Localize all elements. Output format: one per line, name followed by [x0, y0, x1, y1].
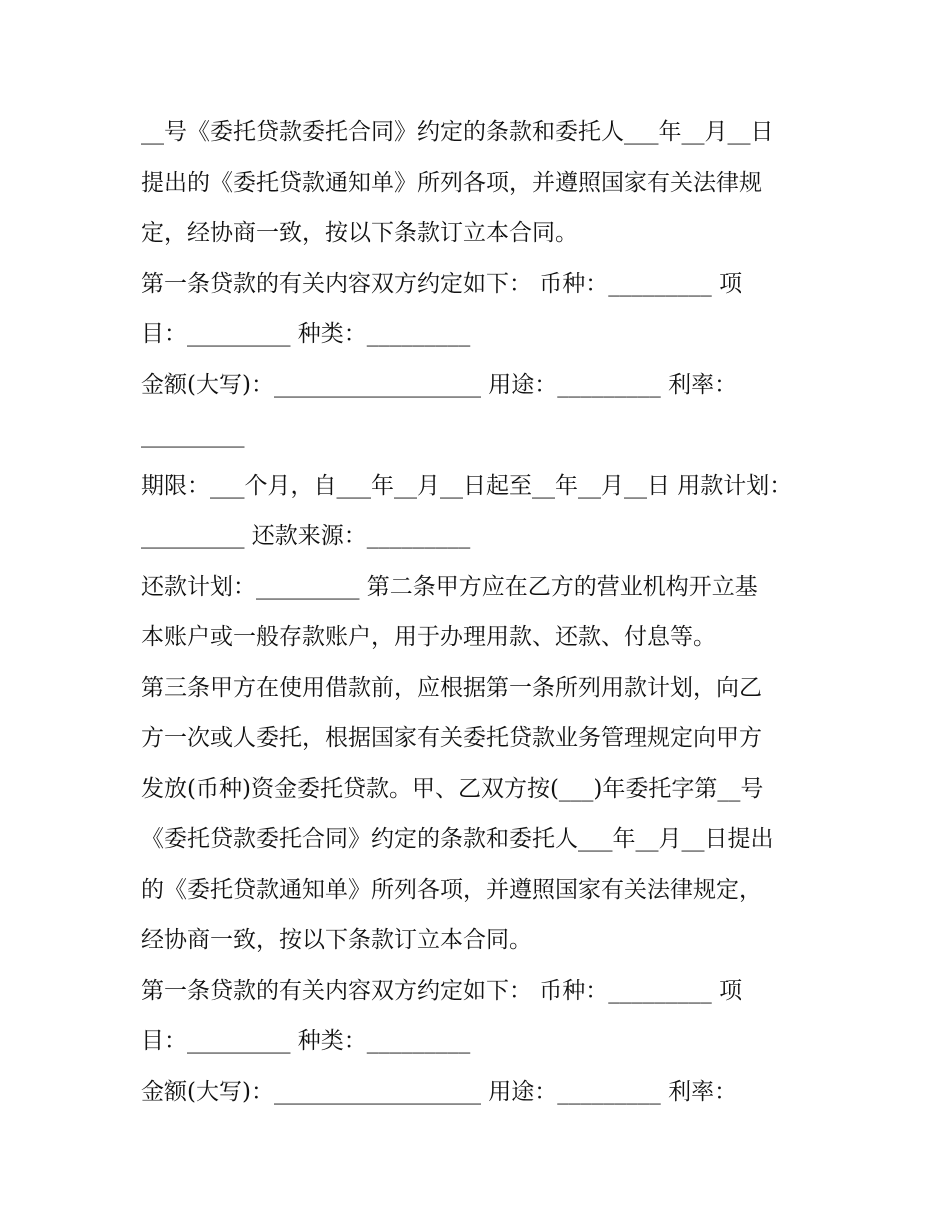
text-line-16: 的《委托贷款通知单》所列各项，并遵照国家有关法律规定，: [141, 876, 762, 903]
contract-body-text: [141, 107, 831, 1117]
text-line-6: 金额(大写)：__________________ 用途：_________ 利率：: [141, 371, 738, 398]
text-line-13: 方一次或人委托，根据国家有关委托贷款业务管理规定向甲方: [141, 725, 762, 751]
text-line-19: 目：_________ 种类：_________: [141, 1028, 471, 1054]
text-line-5: 目：_________ 种类：_________: [141, 321, 471, 347]
text-line-18: 第一条贷款的有关内容双方约定如下： 币种：_________ 项: [141, 977, 743, 1004]
text-line-8: 期限：___个月，自___年__月__日起至__年__月__日 用款计划：: [141, 472, 793, 499]
text-line-2: 提出的《委托贷款通知单》所列各项，并遵照国家有关法律规: [141, 169, 762, 196]
text-line-7: _________: [141, 422, 245, 448]
text-line-14: 发放(币种)资金委托贷款。甲、乙双方按(___)年委托字第__号: [141, 775, 764, 802]
text-line-3: 定，经协商一致，按以下条款订立本合同。: [141, 220, 578, 246]
text-line-10: 还款计划：_________ 第二条甲方应在乙方的营业机构开立基: [141, 573, 758, 600]
text-line-9: _________ 还款来源：_________: [141, 523, 471, 549]
text-line-4: 第一条贷款的有关内容双方约定如下： 币种：_________ 项: [141, 270, 743, 297]
text-line-12: 第三条甲方在使用借款前，应根据第一条所列用款计划，向乙: [141, 674, 762, 701]
text-line-20: 金额(大写)：__________________ 用途：_________ 利率：: [141, 1078, 738, 1105]
text-line-1: __号《委托贷款委托合同》约定的条款和委托人___年__月__日: [141, 119, 774, 145]
text-line-17: 经协商一致，按以下条款订立本合同。: [141, 927, 532, 953]
text-line-15: 《委托贷款委托合同》约定的条款和委托人___年__月__日提出: [141, 826, 774, 852]
text-line-11: 本账户或一般存款账户，用于办理用款、还款、付息等。: [141, 624, 716, 650]
